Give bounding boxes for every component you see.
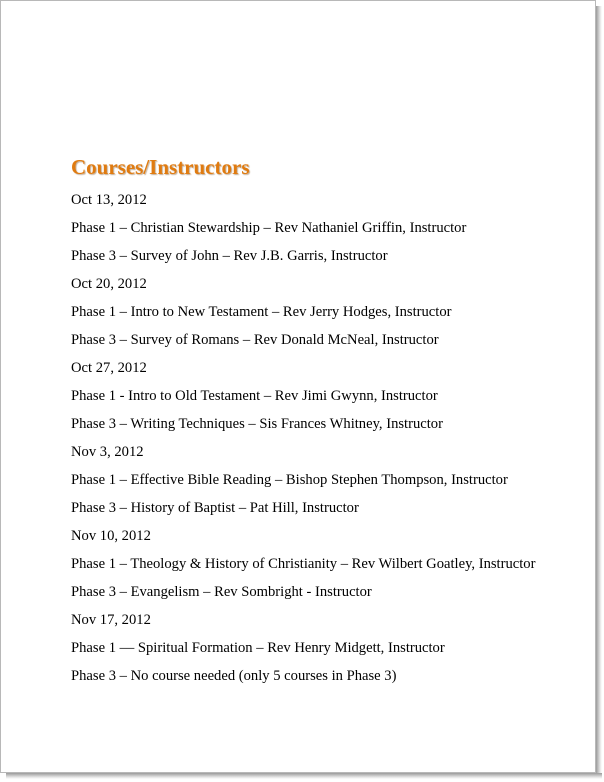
date-line: Oct 20, 2012 [71,276,147,292]
course-line: Phase 3 – Survey of Romans – Rev Donald McNeal, Instructor [71,332,439,348]
course-line: Phase 1 – Theology & History of Christianity – Rev Wilbert Goatley, Instructor [71,556,536,572]
course-line: Phase 3 – Writing Techniques – Sis Frances Whitney, Instructor [71,416,443,432]
page-shadow-bottom [6,773,602,779]
date-line: Oct 13, 2012 [71,192,147,208]
date-line: Oct 27, 2012 [71,360,147,376]
course-line: Phase 3 – Survey of John – Rev J.B. Garris, Instructor [71,248,388,264]
date-line: Nov 3, 2012 [71,444,144,460]
date-line: Nov 17, 2012 [71,612,151,628]
course-line: Phase 1 – Effective Bible Reading – Bishop Stephen Thompson, Instructor [71,472,508,488]
course-line: Phase 1 – Intro to New Testament – Rev Jerry Hodges, Instructor [71,304,452,320]
date-line: Nov 10, 2012 [71,528,151,544]
course-line: Phase 3 – No course needed (only 5 courses in Phase 3) [71,668,397,684]
course-line: Phase 1 - Intro to Old Testament – Rev Jimi Gwynn, Instructor [71,388,438,404]
page-title: Courses/Instructors [71,155,250,179]
course-line: Phase 3 – Evangelism – Rev Sombright - Instructor [71,584,372,600]
course-line: Phase 1 – Christian Stewardship – Rev Nathaniel Griffin, Instructor [71,220,467,236]
page-shadow-right [596,6,602,779]
course-line: Phase 1 –– Spiritual Formation – Rev Henry Midgett, Instructor [71,640,445,656]
course-line: Phase 3 – History of Baptist – Pat Hill, Instructor [71,500,359,516]
schedule-list [71,190,535,694]
